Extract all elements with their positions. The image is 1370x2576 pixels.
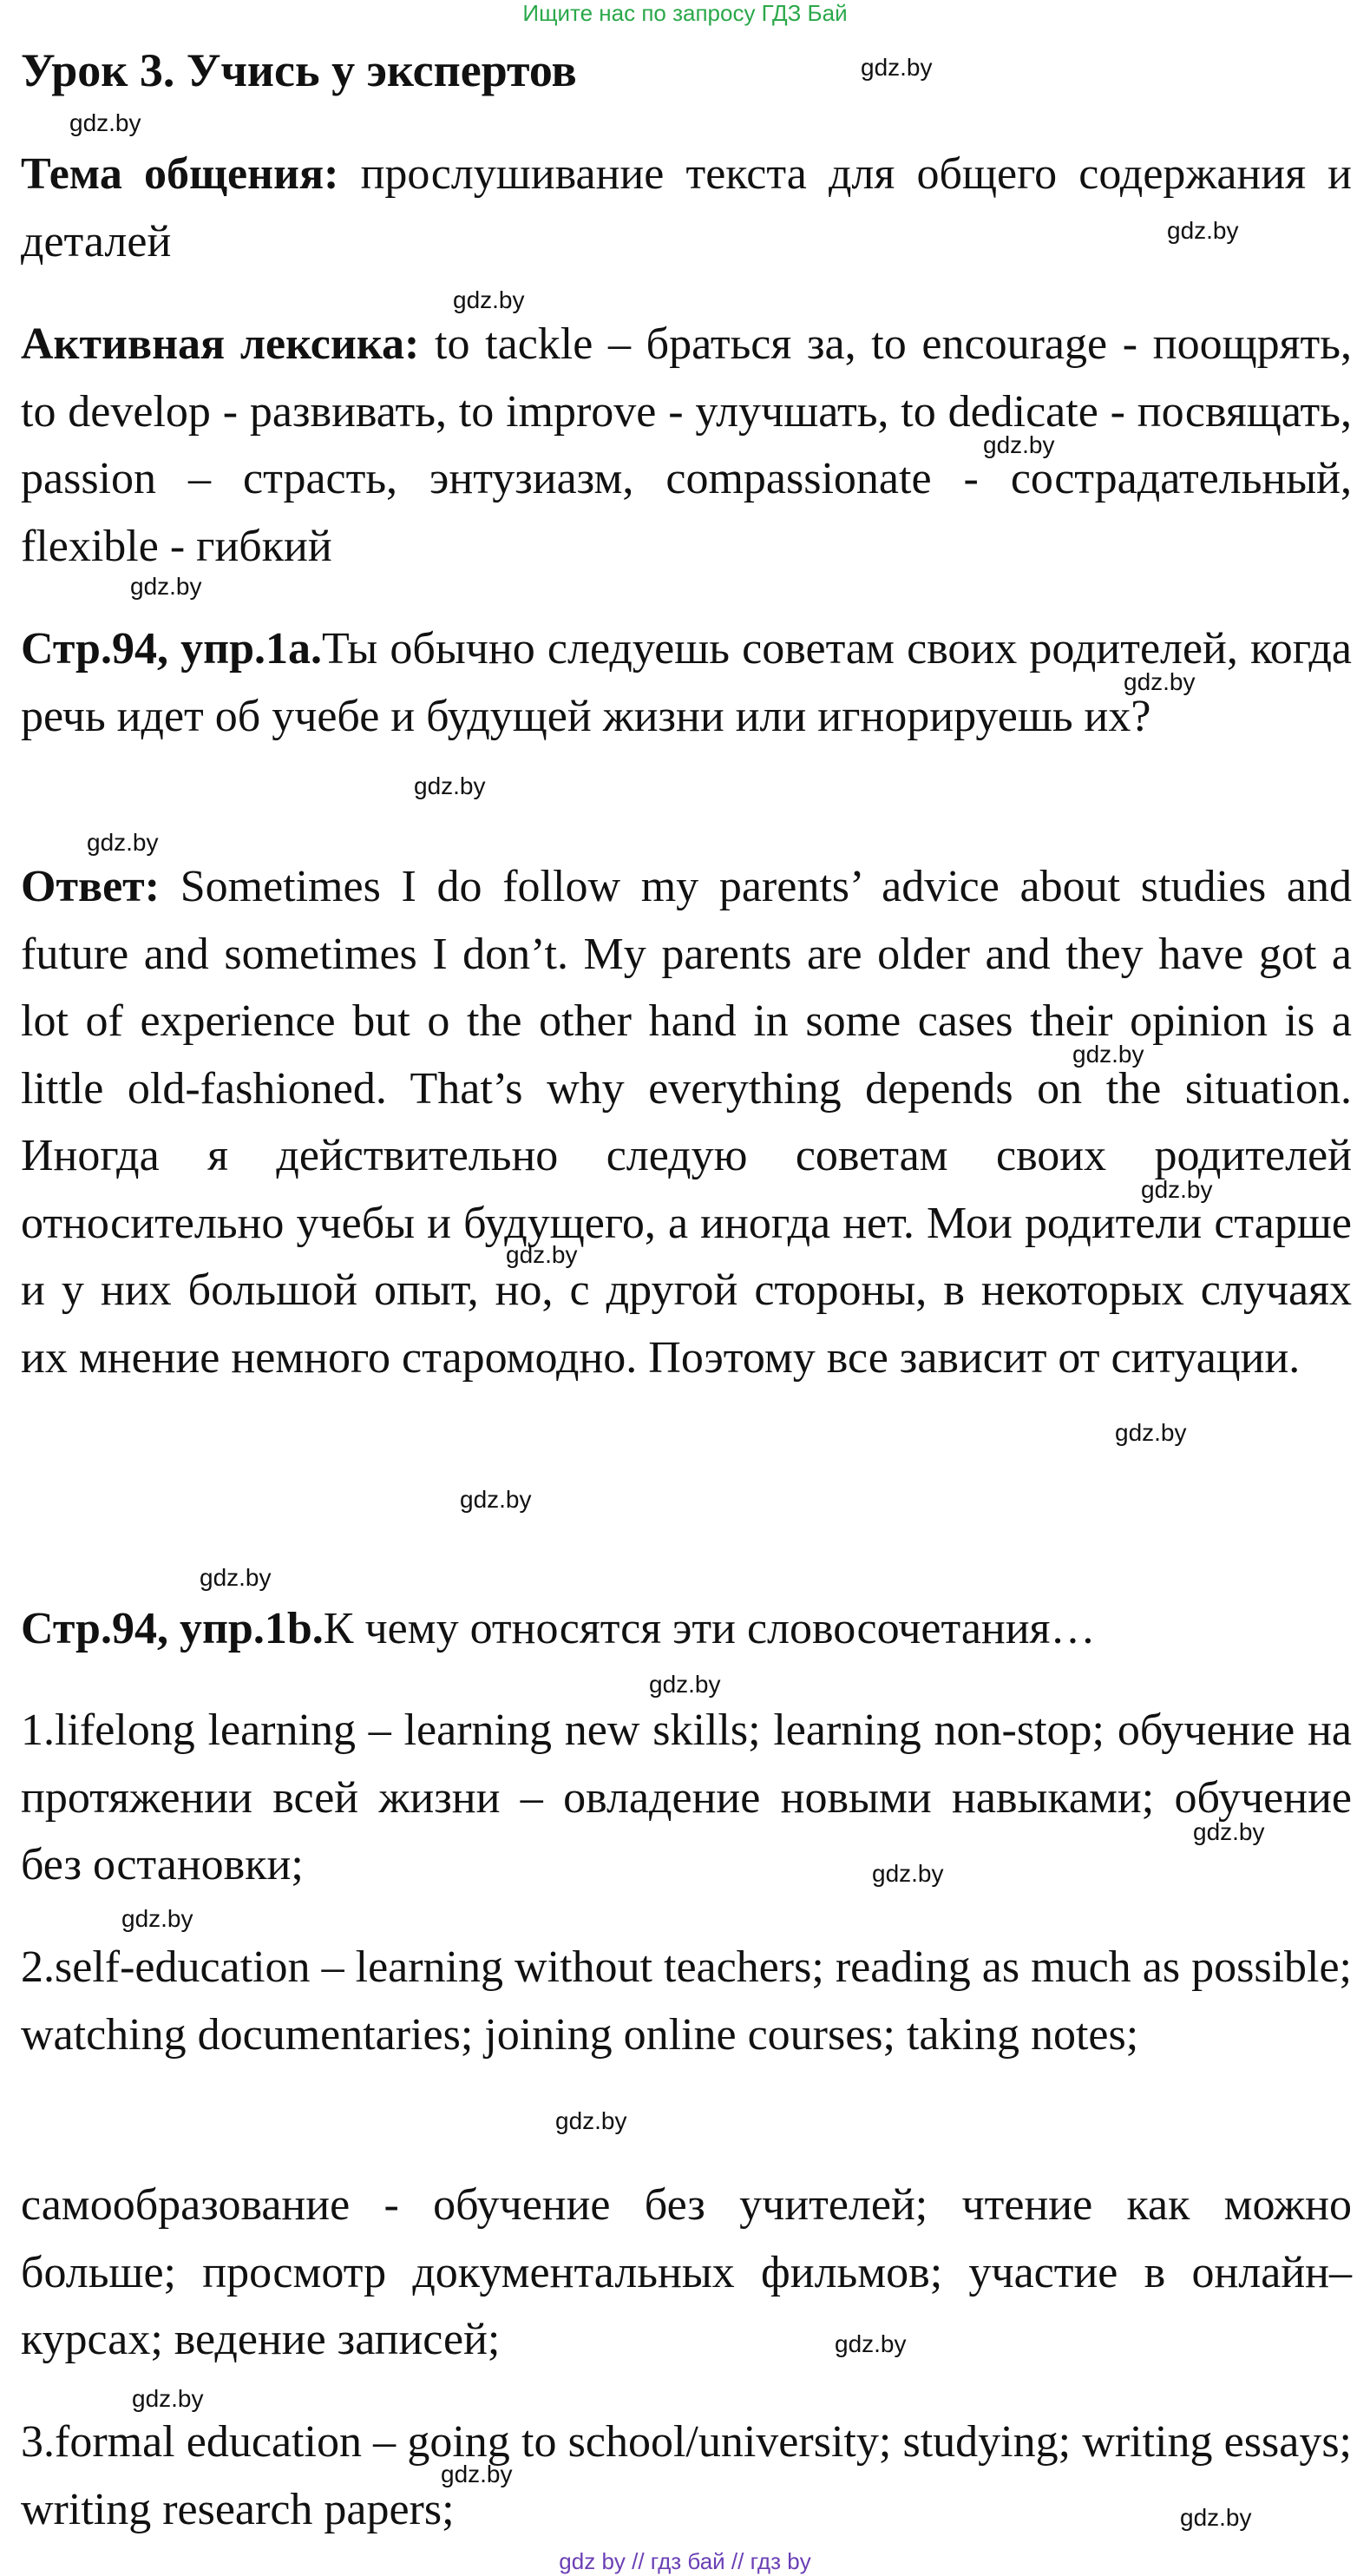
watermark: gdz.by: [87, 829, 159, 856]
watermark: gdz.by: [1141, 1176, 1213, 1203]
vocab-paragraph: [21, 311, 1352, 580]
watermark: gdz.by: [983, 431, 1055, 458]
list-item: 3.formal education – going to school/university; studying; writing essays; writing research papers;: [21, 2417, 1352, 2534]
watermark: gdz.by: [649, 1671, 721, 1698]
list-item: 2.self-education – learning without teachers; reading as much as possible; watching documentaries; joining online courses; taking notes;: [21, 1942, 1352, 2060]
list-item: самообразование - обучение без учителей; чтение как можно больше; просмотр документальных фильмов; участие в онлайн–курсах; ведение записей;: [21, 2180, 1352, 2364]
watermark: gdz.by: [1167, 217, 1239, 244]
exercise-1b-label: Стр.94, упр.1b.: [21, 1604, 324, 1653]
footer-note: gdz by // гдз бай // гдз by: [559, 2548, 811, 2574]
vocab-text: to tackle – браться за, to encourage - поощрять, to develop - развивать, to improve - улучшать, to dedicate - посвящать, passion – страсть, энтузиазм, compassionate - сострадательный, flexible - гибкий: [21, 319, 1352, 571]
header-note: Ищите нас по запросу ГДЗ Бай: [522, 0, 848, 26]
watermark: gdz.by: [441, 2461, 513, 2487]
watermark: gdz.by: [506, 1241, 578, 1268]
topic-paragraph: [21, 141, 1352, 275]
watermark: gdz.by: [835, 2330, 907, 2357]
watermark: gdz.by: [69, 109, 141, 136]
watermark: gdz.by: [460, 1486, 532, 1513]
watermark: gdz.by: [414, 772, 486, 799]
exercise-1b-paragraph: [21, 1595, 1352, 1663]
exercise-1b-text: К чему относятся эти словосочетания…: [323, 1604, 1096, 1653]
watermark: gdz.by: [1193, 1818, 1265, 1845]
watermark: gdz.by: [130, 573, 202, 600]
watermark: gdz.by: [872, 1860, 944, 1887]
watermark: gdz.by: [121, 1905, 193, 1932]
watermark: gdz.by: [1180, 2504, 1252, 2531]
answer-label: Ответ:: [21, 862, 161, 911]
watermark: gdz.by: [1072, 1041, 1144, 1068]
watermark: gdz.by: [453, 286, 525, 313]
watermark: gdz.by: [555, 2107, 627, 2134]
watermark: gdz.by: [1124, 668, 1196, 695]
lesson-title: Урок 3. Учись у экспертов: [21, 44, 577, 96]
exercise-1a-label: Стр.94, упр.1а.: [21, 624, 323, 674]
watermark: gdz.by: [1115, 1419, 1187, 1446]
list-item: 1.lifelong learning – learning new skills; learning non-stop; обучение на протяжении всей жизни – овладение новыми навыками; обучение без остановки;: [21, 1705, 1352, 1889]
answer-paragraph: [21, 853, 1352, 1391]
topic-text: прослушивание текста для общего содержания и деталей: [21, 149, 1353, 266]
watermark: gdz.by: [132, 2385, 204, 2412]
watermark: gdz.by: [861, 54, 933, 81]
watermark: gdz.by: [200, 1564, 272, 1591]
topic-label: Тема общения:: [21, 149, 339, 199]
vocab-label: Активная лексика:: [21, 319, 420, 369]
answer-text: Sometimes I do follow my parents’ advice about studies and future and sometimes I don’t. My parents are older and they have got a lot of experience but o the other hand in some cases their opinion is a little old-fashioned. That’s why everything depends on the situation. Иногда я действительно следую советам своих родителей относительно учебы и будущего, а иногда нет. Мои родители старше и у них большой опыт, но, с другой стороны, в некоторых случаях их мнение немного старомодно. Поэтому все зависит от ситуации.: [21, 862, 1352, 1383]
exercise-1a-text: Ты обычно следуешь советам своих родителей, когда речь идет об учебе и будущей жизни или игнорируешь их?: [21, 624, 1352, 741]
